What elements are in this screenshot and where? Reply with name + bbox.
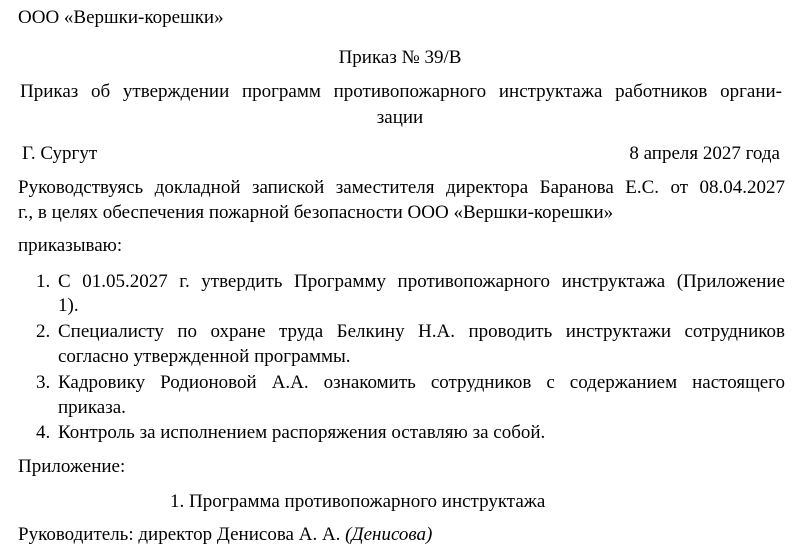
list-item-text: Контроль за исполнением распоряжения оставляю за собой.	[58, 422, 546, 443]
list-item-text: Специалисту по охране труда Белкину Н.А. проводить инструктажи сотрудников	[58, 321, 785, 342]
signature-handwritten-name: (Денисова)	[345, 524, 433, 545]
list-item-number: 1.	[36, 271, 51, 292]
list-item-number: 3.	[36, 372, 51, 393]
order-subject-line-2: зации	[376, 107, 424, 128]
list-item-number: 4.	[36, 422, 51, 443]
organization-name: ООО «Вершки-корешки»	[18, 7, 224, 28]
signature-text: Руководитель: директор Денисова А. А.	[18, 524, 341, 545]
signature-line	[18, 523, 432, 547]
order-word: приказываю:	[18, 235, 123, 256]
order-title: Приказ № 39/В	[338, 47, 462, 68]
appendix-label: Приложение:	[18, 456, 126, 477]
list-item-text: Кадровику Родионовой А.А. ознакомить сотрудников с содержанием настоящего	[58, 372, 785, 393]
city: Г. Сургут	[22, 143, 98, 164]
order-date: 8 апреля 2027 года	[629, 143, 780, 164]
list-item-number: 2.	[36, 321, 51, 342]
appendix-item: 1. Программа противопожарного инструктажа	[170, 491, 546, 512]
list-item-text-continued: приказа.	[58, 397, 126, 418]
preamble-line-2: г., в целях обеспечения пожарной безопасности ООО «Вершки-корешки»	[18, 202, 614, 223]
list-item-text: С 01.05.2027 г. утвердить Программу противопожарного инструктажа (Приложение	[58, 271, 785, 292]
list-item-text-continued: 1).	[58, 295, 79, 316]
list-item-text-continued: согласно утвержденной программы.	[58, 346, 351, 367]
order-subject-line-1: Приказ об утверждении программ противопожарного инструктажа работников органи-	[20, 81, 782, 102]
preamble-line-1: Руководствуясь докладной запиской заместителя директора Баранова Е.С. от 08.04.2027	[18, 177, 785, 198]
